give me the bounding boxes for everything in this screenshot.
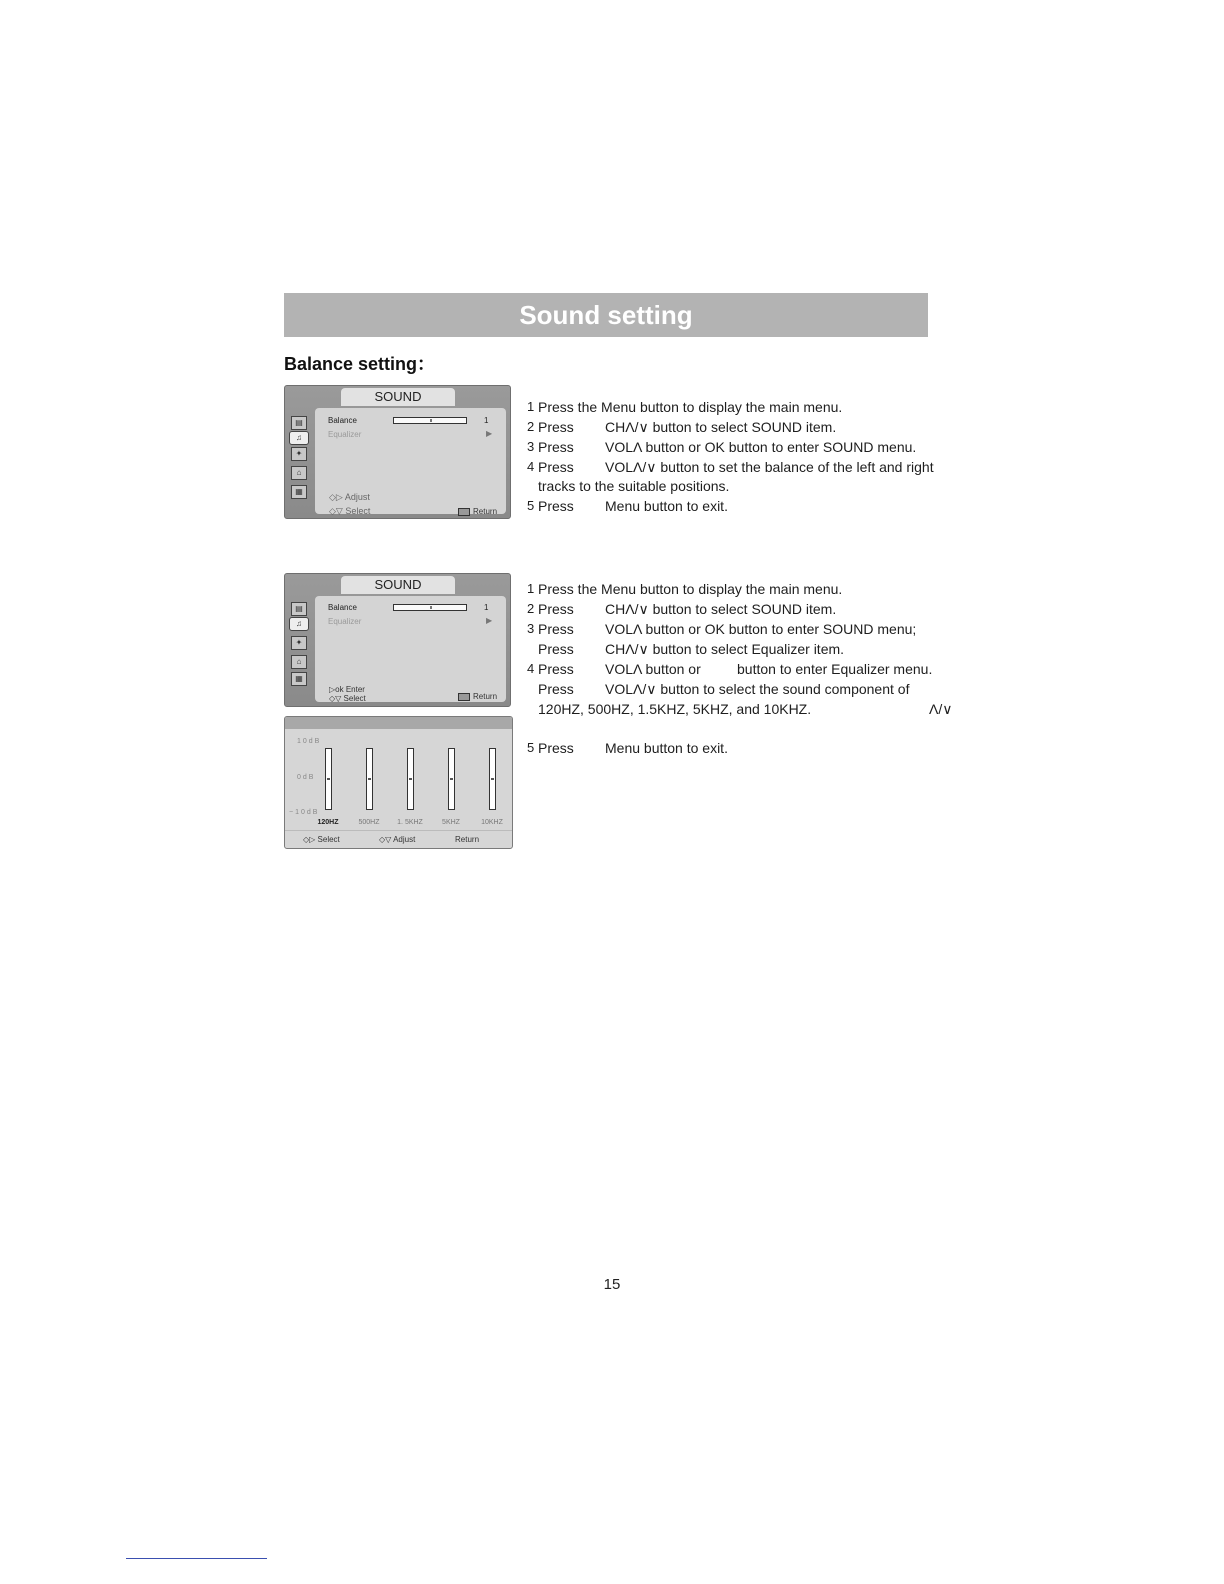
select-hint: ◇▽ Select (329, 506, 371, 516)
step3-text: VOLΛ button or OK button to enter SOUND menu. (605, 439, 917, 455)
select-hint: ◇▽ Select (329, 694, 366, 703)
time-icon: ▦ (291, 485, 307, 499)
balance-heading: Balance setting： (284, 354, 436, 374)
picture-icon: ▤ (291, 602, 307, 616)
eq-band-thumb (491, 778, 494, 780)
eq-return-hint: Return (455, 835, 480, 844)
equalizer-arrow-icon: ▶ (486, 616, 493, 625)
sound-icon: ♫ (289, 617, 309, 631)
sound-menu-balance (284, 385, 511, 519)
eq-select-hint: ◇▷ Select (303, 835, 340, 844)
eq-step4b-text: VOLΛ/∨ button to select the sound component of (605, 681, 910, 697)
menu-content (315, 596, 506, 702)
eq-band-label: 120HZ (317, 819, 339, 826)
eq-band-label: 500HZ (358, 819, 380, 826)
balance-label: Balance (328, 416, 357, 425)
eq-band-label: 5KHZ (442, 819, 460, 826)
left-right-arrows-icon: ◇▷ (303, 835, 318, 844)
eq-step1-text: Press the Menu button to display the main menu. (538, 581, 843, 597)
balance-slider[interactable] (393, 417, 467, 424)
eq-step4-mid: VOLΛ button or (605, 661, 701, 677)
balance-slider[interactable] (393, 604, 467, 611)
eq-band-label: 1. 5KHZ (397, 819, 423, 826)
eq-band-thumb (409, 778, 412, 780)
eq-band-slider[interactable] (489, 748, 496, 810)
equalizer-panel (284, 716, 513, 849)
sound-icon: ♫ (289, 431, 309, 445)
eq-step2-text: CHΛ/∨ button to select SOUND item. (605, 601, 837, 617)
step4-text: VOLΛ/∨ button to set the balance of the left and right (605, 459, 934, 475)
eq-band-thumb (368, 778, 371, 780)
eq-step3b-text: CHΛ/∨ button to select Equalizer item. (605, 641, 845, 657)
menu-content (315, 408, 506, 514)
equalizer-arrow-icon: ▶ (486, 429, 493, 438)
enter-hint: ▷ok Enter (329, 685, 365, 694)
channel-icon: ✦ (291, 636, 307, 650)
eq-step3-text: VOLΛ button or OK button to enter SOUND menu; (605, 621, 917, 637)
eq-band-thumb (327, 778, 330, 780)
eq-step4-text: button to enter Equalizer menu. (737, 661, 933, 677)
balance-label: Balance (328, 603, 357, 612)
equalizer-divider (285, 830, 512, 831)
step2-text: CHΛ/∨ button to select SOUND item. (605, 419, 837, 435)
sound-tab: SOUND (341, 388, 455, 406)
eq-step4c-tail: Λ/∨ (929, 701, 953, 717)
eq-band-thumb (450, 778, 453, 780)
menu-key-icon (458, 693, 470, 701)
step5-text: Menu button to exit. (605, 498, 728, 514)
eq-step5-text: Menu button to exit. (605, 740, 728, 756)
db-bottom-label: −10dB (289, 809, 320, 816)
equalizer-label: Equalizer (328, 617, 362, 626)
page-number: 15 (603, 1276, 621, 1293)
eq-adjust-hint: ◇▽ Adjust (379, 835, 416, 844)
picture-icon: ▤ (291, 416, 307, 430)
time-icon: ▦ (291, 672, 307, 686)
balance-value: 1 (484, 603, 489, 612)
menu-key-icon (458, 508, 470, 516)
balance-value: 1 (484, 416, 489, 425)
return-hint: Return (458, 692, 497, 701)
left-right-arrows-icon: ◇▷ (329, 492, 345, 502)
eq-band-slider[interactable] (366, 748, 373, 810)
sound-menu-equalizer (284, 573, 511, 707)
section-title: Sound setting (284, 293, 928, 337)
eq-band-label: 10KHZ (481, 819, 503, 826)
db-top-label: 10dB (297, 738, 322, 745)
eq-step4c-text: 120HZ, 500HZ, 1.5KHZ, 5KHZ, and 10KHZ. (538, 701, 812, 717)
footer-rule (126, 1558, 267, 1559)
up-down-arrows-icon: ◇▽ (379, 835, 394, 844)
equalizer-label: Equalizer (328, 430, 362, 439)
step1-text: Press the Menu button to display the main menu. (538, 399, 843, 415)
equalizer-header (285, 717, 512, 729)
up-down-arrows-icon: ◇▽ (329, 506, 346, 516)
function-icon: ⌂ (291, 466, 307, 480)
channel-icon: ✦ (291, 447, 307, 461)
sound-tab: SOUND (341, 576, 455, 594)
function-icon: ⌂ (291, 655, 307, 669)
return-hint: Return (458, 507, 497, 516)
step4-continued: tracks to the suitable positions. (538, 478, 730, 494)
db-mid-label: 0dB (297, 774, 316, 781)
eq-band-slider[interactable] (407, 748, 414, 810)
adjust-hint: ◇▷ Adjust (329, 492, 370, 502)
eq-band-slider[interactable] (325, 748, 332, 810)
up-down-arrows-icon: ◇▽ (329, 694, 344, 703)
eq-band-slider[interactable] (448, 748, 455, 810)
right-arrow-icon: ▷ (329, 685, 336, 694)
